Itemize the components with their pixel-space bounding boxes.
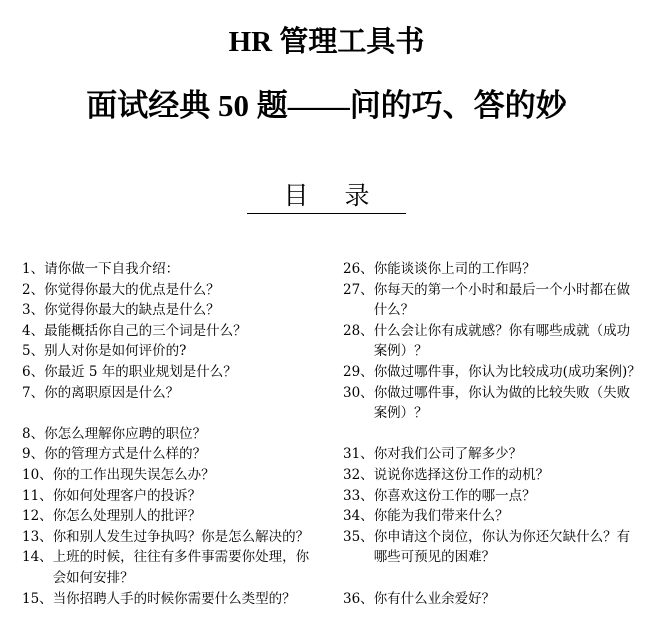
toc-item[interactable] [22,424,322,445]
toc-item-number: 35、 [343,528,374,545]
toc-spacer [343,424,643,445]
toc-item[interactable] [22,527,322,548]
toc-item-text: 你申请这个岗位，你认为你还欠缺什么？有哪些可预见的困难？ [373,528,631,566]
toc-item-text: 请你做一下自我介绍： [44,261,180,277]
toc-item[interactable] [343,506,643,527]
toc-item-text: 你做过哪件事，你认为比较成功(成功案例)？ [373,363,641,380]
toc-item-number: 2、 [22,281,45,298]
toc-item-number: 15、 [22,590,53,607]
toc-item-number: 11、 [22,487,53,504]
document-title: HR 管理工具书 [228,26,425,58]
toc-item[interactable] [343,527,643,568]
toc-item-number: 34、 [343,508,374,525]
toc-item-text: 你能谈谈你上司的工作吗？ [373,261,536,277]
toc-item[interactable] [343,444,643,465]
toc-item[interactable] [343,321,643,362]
toc-item[interactable] [343,259,643,280]
toc-item-text: 你如何处理客户的投诉？ [52,487,202,504]
toc-item[interactable] [22,259,322,280]
toc-item-text: 你觉得你最大的优点是什么？ [44,281,220,298]
toc-left-column [22,259,322,609]
toc-item-text: 你能为我们带来什么？ [373,508,509,525]
toc-item[interactable] [22,486,322,507]
toc-item-text: 你的管理方式是什么样的？ [44,446,207,463]
toc-item-text: 你怎么处理别人的批评？ [52,508,202,525]
toc-item-text: 你的离职原因是什么？ [44,384,180,401]
toc-item-text: 说说你选择这份工作的动机？ [373,466,550,483]
toc-item-number: 1、 [22,261,45,277]
toc-item-text: 你觉得你最大的缺点是什么？ [44,302,220,319]
toc-item[interactable] [22,465,322,486]
toc-item-text: 你有什么业余爱好？ [373,590,496,607]
toc-item[interactable] [343,362,643,383]
toc-item[interactable] [22,321,322,342]
toc-right-column [343,259,643,609]
toc-item-number: 29、 [343,363,374,380]
toc-item-number: 32、 [343,466,374,483]
toc-item-text: 你的工作出现失误怎么办？ [52,466,215,483]
toc-item-text: 你做过哪件事，你认为做的比较失败（失败案例）？ [373,384,631,422]
toc-item-number: 4、 [22,322,45,339]
toc-item[interactable] [22,589,322,610]
toc-item-number: 10、 [22,466,53,483]
toc-item-number: 5、 [22,343,45,360]
toc-item-text: 别人对你是如何评价的? [44,343,187,360]
toc-item-number: 8、 [22,425,45,442]
toc-item-text: 你喜欢这份工作的哪一点？ [373,487,536,504]
toc-item-number: 3、 [22,302,45,319]
toc-item-text: 你怎么理解你应聘的职位？ [44,425,207,442]
toc-item-text: 最能概括你自己的三个词是什么？ [44,322,247,339]
toc-spacer [22,403,322,424]
toc-item-text: 你最近 5 年的职业规划是什么？ [44,363,237,380]
toc-item-number: 13、 [22,528,53,545]
toc-item-number: 33、 [343,487,374,504]
toc-item-text: 什么会让你有成就感？你有哪些成就（成功案例）？ [373,322,631,360]
toc-item[interactable] [22,362,322,383]
toc-item-number: 36、 [343,590,374,607]
toc-item-text: 当你招聘人手的时候你需要什么类型的？ [52,590,296,607]
toc-item-number: 7、 [22,384,45,401]
toc-item-text: 你和别人发生过争执吗？你是怎么解决的？ [52,528,310,545]
toc-spacer [343,568,643,589]
toc-item[interactable] [22,383,322,404]
toc-item[interactable] [343,465,643,486]
toc-item[interactable] [343,383,643,424]
toc-item[interactable] [22,300,322,321]
toc-item[interactable] [343,486,643,507]
toc-heading: 目录 [0,180,653,214]
toc-item[interactable] [22,280,322,301]
toc-item[interactable] [343,280,643,321]
toc-item-number: 26、 [343,261,374,277]
toc-item-number: 27、 [343,281,374,298]
toc-item-text: 你每天的第一个小时和最后一个小时都在做什么？ [373,281,631,319]
toc-item-number: 31、 [343,446,374,463]
toc-item-text: 上班的时候，往往有多件事需要你处理，你会如何安排？ [52,549,310,586]
toc-item-number: 6、 [22,363,45,380]
toc-item-number: 9、 [22,446,45,463]
toc-item-text: 你对我们公司了解多少？ [373,446,523,463]
toc-item[interactable] [22,506,322,527]
document-subtitle: 面试经典 50 题——问的巧、答的妙 [86,88,567,123]
toc-item-number: 30、 [343,384,374,401]
toc-item-number: 28、 [343,322,374,339]
toc-item[interactable] [22,341,322,362]
toc-item-number: 14、 [22,549,53,566]
toc-item[interactable] [22,444,322,465]
toc-item[interactable] [22,547,322,588]
toc-item-number: 12、 [22,508,53,525]
toc-item[interactable] [343,589,643,610]
